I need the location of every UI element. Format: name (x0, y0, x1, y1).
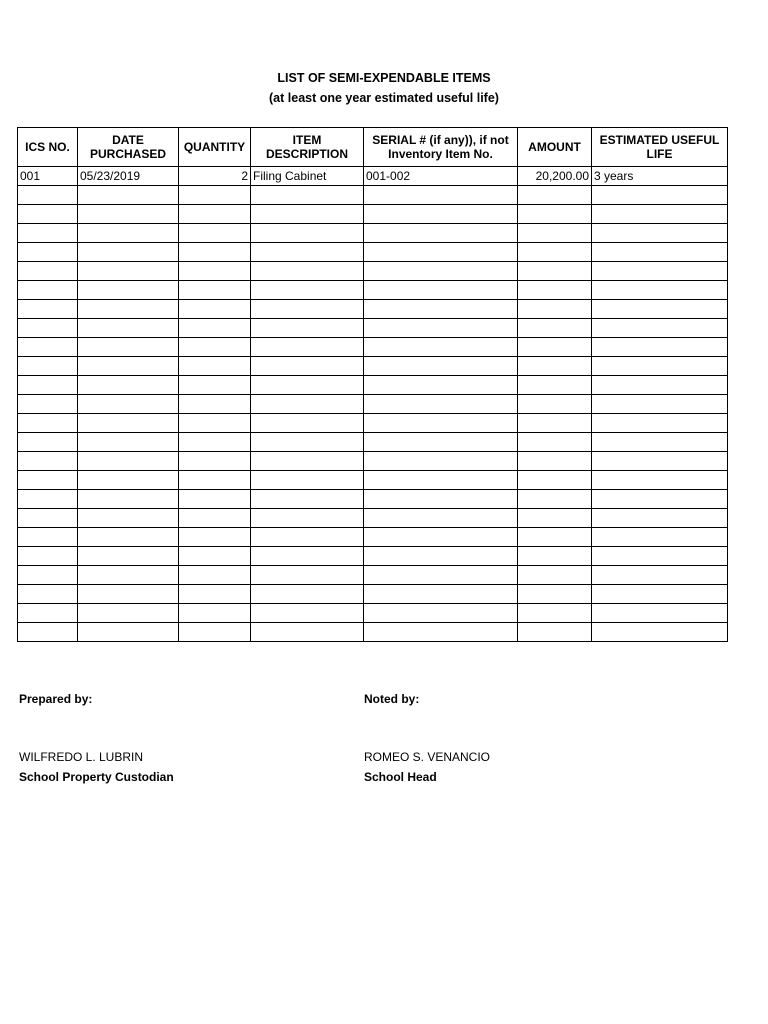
empty-cell (251, 300, 364, 319)
document-subtitle: (at least one year estimated useful life) (269, 91, 499, 105)
empty-cell (364, 262, 518, 281)
empty-cell (251, 585, 364, 604)
table-row-blank (18, 547, 728, 566)
empty-cell (18, 604, 78, 623)
empty-cell (78, 205, 179, 224)
empty-cell (78, 433, 179, 452)
empty-cell (592, 224, 728, 243)
semi-expendable-items-table (17, 127, 728, 642)
empty-cell (518, 262, 592, 281)
empty-cell (78, 319, 179, 338)
empty-cell (179, 300, 251, 319)
empty-cell (592, 528, 728, 547)
empty-cell (78, 452, 179, 471)
empty-cell (251, 357, 364, 376)
empty-cell (592, 604, 728, 623)
empty-cell (518, 243, 592, 262)
empty-cell (518, 433, 592, 452)
empty-cell (592, 186, 728, 205)
empty-cell (592, 243, 728, 262)
empty-cell (18, 186, 78, 205)
empty-cell (364, 395, 518, 414)
empty-cell (78, 395, 179, 414)
empty-cell (78, 357, 179, 376)
empty-cell (251, 490, 364, 509)
prepared-by-title: School Property Custodian (19, 770, 174, 784)
empty-cell (18, 528, 78, 547)
empty-cell (78, 471, 179, 490)
empty-cell (78, 186, 179, 205)
empty-cell (518, 414, 592, 433)
empty-cell (179, 604, 251, 623)
table-row-blank (18, 585, 728, 604)
table-row-blank (18, 452, 728, 471)
empty-cell (518, 566, 592, 585)
empty-cell (592, 319, 728, 338)
table-row-blank (18, 224, 728, 243)
table-row-blank (18, 528, 728, 547)
empty-cell (364, 490, 518, 509)
table-row-blank (18, 604, 728, 623)
empty-cell (18, 585, 78, 604)
empty-cell (592, 509, 728, 528)
empty-cell (78, 566, 179, 585)
empty-cell (78, 300, 179, 319)
empty-cell (518, 509, 592, 528)
empty-cell (592, 414, 728, 433)
table-row-blank (18, 414, 728, 433)
empty-cell (518, 319, 592, 338)
empty-cell (18, 433, 78, 452)
empty-cell (78, 243, 179, 262)
empty-cell (592, 300, 728, 319)
empty-cell (592, 471, 728, 490)
empty-cell (78, 490, 179, 509)
empty-cell (364, 452, 518, 471)
table-row (18, 167, 728, 186)
empty-cell (78, 509, 179, 528)
table-row-blank (18, 490, 728, 509)
cell-date-purchased: 05/23/2019 (78, 167, 179, 186)
empty-cell (179, 414, 251, 433)
empty-cell (251, 319, 364, 338)
empty-cell (592, 262, 728, 281)
empty-cell (179, 357, 251, 376)
table-header-row (18, 128, 728, 167)
cell-item-description: Filing Cabinet (251, 167, 364, 186)
empty-cell (251, 262, 364, 281)
empty-cell (179, 186, 251, 205)
table-row-blank (18, 186, 728, 205)
table-row-blank (18, 205, 728, 224)
empty-cell (251, 547, 364, 566)
document-title: LIST OF SEMI-EXPENDABLE ITEMS (277, 71, 491, 85)
empty-cell (592, 376, 728, 395)
empty-cell (18, 547, 78, 566)
prepared-by-name: WILFREDO L. LUBRIN (19, 750, 144, 764)
noted-by-name: ROMEO S. VENANCIO (364, 750, 491, 764)
empty-cell (179, 509, 251, 528)
column-header-item-description: ITEM DESCRIPTION (251, 128, 364, 167)
empty-cell (18, 414, 78, 433)
empty-cell (78, 528, 179, 547)
empty-cell (518, 585, 592, 604)
empty-cell (364, 623, 518, 642)
empty-cell (18, 452, 78, 471)
cell-estimated-useful-life: 3 years (592, 167, 728, 186)
empty-cell (251, 471, 364, 490)
empty-cell (364, 357, 518, 376)
empty-cell (78, 262, 179, 281)
empty-cell (179, 224, 251, 243)
empty-cell (18, 490, 78, 509)
empty-cell (18, 471, 78, 490)
table-row-blank (18, 395, 728, 414)
empty-cell (251, 433, 364, 452)
empty-cell (251, 395, 364, 414)
table-row-blank (18, 566, 728, 585)
empty-cell (592, 338, 728, 357)
empty-cell (78, 414, 179, 433)
column-header-amount: AMOUNT (518, 128, 592, 167)
table-row-blank (18, 243, 728, 262)
column-header-date-purchased: DATE PURCHASED (78, 128, 179, 167)
empty-cell (179, 395, 251, 414)
empty-cell (179, 319, 251, 338)
empty-cell (518, 604, 592, 623)
empty-cell (179, 262, 251, 281)
table-row-blank (18, 319, 728, 338)
empty-cell (518, 186, 592, 205)
empty-cell (251, 243, 364, 262)
empty-cell (179, 433, 251, 452)
empty-cell (251, 509, 364, 528)
empty-cell (364, 186, 518, 205)
empty-cell (364, 300, 518, 319)
column-header-serial: SERIAL # (if any)), if not Inventory Item No. (364, 128, 518, 167)
empty-cell (18, 566, 78, 585)
empty-cell (18, 509, 78, 528)
prepared-by-label: Prepared by: (19, 692, 93, 706)
empty-cell (364, 319, 518, 338)
table-row-blank (18, 262, 728, 281)
empty-cell (364, 471, 518, 490)
empty-cell (364, 224, 518, 243)
empty-cell (179, 243, 251, 262)
empty-cell (592, 395, 728, 414)
empty-cell (179, 338, 251, 357)
empty-cell (251, 623, 364, 642)
empty-cell (518, 528, 592, 547)
empty-cell (18, 319, 78, 338)
empty-cell (364, 604, 518, 623)
empty-cell (18, 224, 78, 243)
empty-cell (518, 395, 592, 414)
table-row-blank (18, 471, 728, 490)
cell-quantity: 2 (179, 167, 251, 186)
empty-cell (78, 376, 179, 395)
empty-cell (78, 224, 179, 243)
empty-cell (18, 395, 78, 414)
empty-cell (251, 224, 364, 243)
column-header-ics-no: ICS NO. (18, 128, 78, 167)
table-row-blank (18, 300, 728, 319)
empty-cell (179, 471, 251, 490)
table-row-blank (18, 433, 728, 452)
empty-cell (18, 623, 78, 642)
empty-cell (518, 623, 592, 642)
empty-cell (364, 243, 518, 262)
empty-cell (364, 528, 518, 547)
empty-cell (179, 566, 251, 585)
empty-cell (592, 205, 728, 224)
cell-amount: 20,200.00 (518, 167, 592, 186)
empty-cell (364, 433, 518, 452)
empty-cell (179, 205, 251, 224)
empty-cell (179, 623, 251, 642)
empty-cell (251, 528, 364, 547)
empty-cell (518, 281, 592, 300)
cell-ics-no: 001 (18, 167, 78, 186)
table-row-blank (18, 376, 728, 395)
empty-cell (592, 452, 728, 471)
empty-cell (78, 338, 179, 357)
empty-cell (518, 547, 592, 566)
empty-cell (18, 338, 78, 357)
empty-cell (364, 566, 518, 585)
empty-cell (179, 452, 251, 471)
cell-serial: 001-002 (364, 167, 518, 186)
empty-cell (518, 205, 592, 224)
column-header-quantity: QUANTITY (179, 128, 251, 167)
empty-cell (592, 623, 728, 642)
empty-cell (18, 281, 78, 300)
empty-cell (364, 376, 518, 395)
empty-cell (364, 585, 518, 604)
column-header-estimated-useful-life: ESTIMATED USEFUL LIFE (592, 128, 728, 167)
table-row-blank (18, 357, 728, 376)
empty-cell (179, 585, 251, 604)
empty-cell (518, 338, 592, 357)
empty-cell (251, 452, 364, 471)
table-row-blank (18, 281, 728, 300)
empty-cell (592, 433, 728, 452)
empty-cell (179, 547, 251, 566)
empty-cell (78, 281, 179, 300)
empty-cell (179, 281, 251, 300)
empty-cell (518, 471, 592, 490)
empty-cell (78, 623, 179, 642)
empty-cell (518, 452, 592, 471)
empty-cell (592, 490, 728, 509)
empty-cell (364, 414, 518, 433)
empty-cell (78, 547, 179, 566)
noted-by-label: Noted by: (364, 692, 420, 706)
noted-by-title: School Head (364, 770, 437, 784)
empty-cell (364, 205, 518, 224)
empty-cell (251, 281, 364, 300)
empty-cell (251, 376, 364, 395)
empty-cell (18, 262, 78, 281)
empty-cell (364, 509, 518, 528)
empty-cell (18, 376, 78, 395)
empty-cell (78, 604, 179, 623)
empty-cell (179, 376, 251, 395)
empty-cell (518, 376, 592, 395)
empty-cell (179, 490, 251, 509)
empty-cell (364, 547, 518, 566)
empty-cell (251, 566, 364, 585)
empty-cell (518, 490, 592, 509)
empty-cell (592, 357, 728, 376)
empty-cell (518, 224, 592, 243)
empty-cell (364, 338, 518, 357)
empty-cell (592, 281, 728, 300)
table-row-blank (18, 338, 728, 357)
empty-cell (78, 585, 179, 604)
table-row-blank (18, 623, 728, 642)
empty-cell (364, 281, 518, 300)
empty-cell (592, 547, 728, 566)
empty-cell (251, 604, 364, 623)
empty-cell (18, 300, 78, 319)
empty-cell (592, 566, 728, 585)
empty-cell (18, 205, 78, 224)
empty-cell (179, 528, 251, 547)
table-row-blank (18, 509, 728, 528)
empty-cell (251, 338, 364, 357)
empty-cell (592, 585, 728, 604)
empty-cell (518, 300, 592, 319)
empty-cell (251, 186, 364, 205)
empty-cell (251, 205, 364, 224)
empty-cell (518, 357, 592, 376)
empty-cell (18, 357, 78, 376)
empty-cell (251, 414, 364, 433)
empty-cell (18, 243, 78, 262)
